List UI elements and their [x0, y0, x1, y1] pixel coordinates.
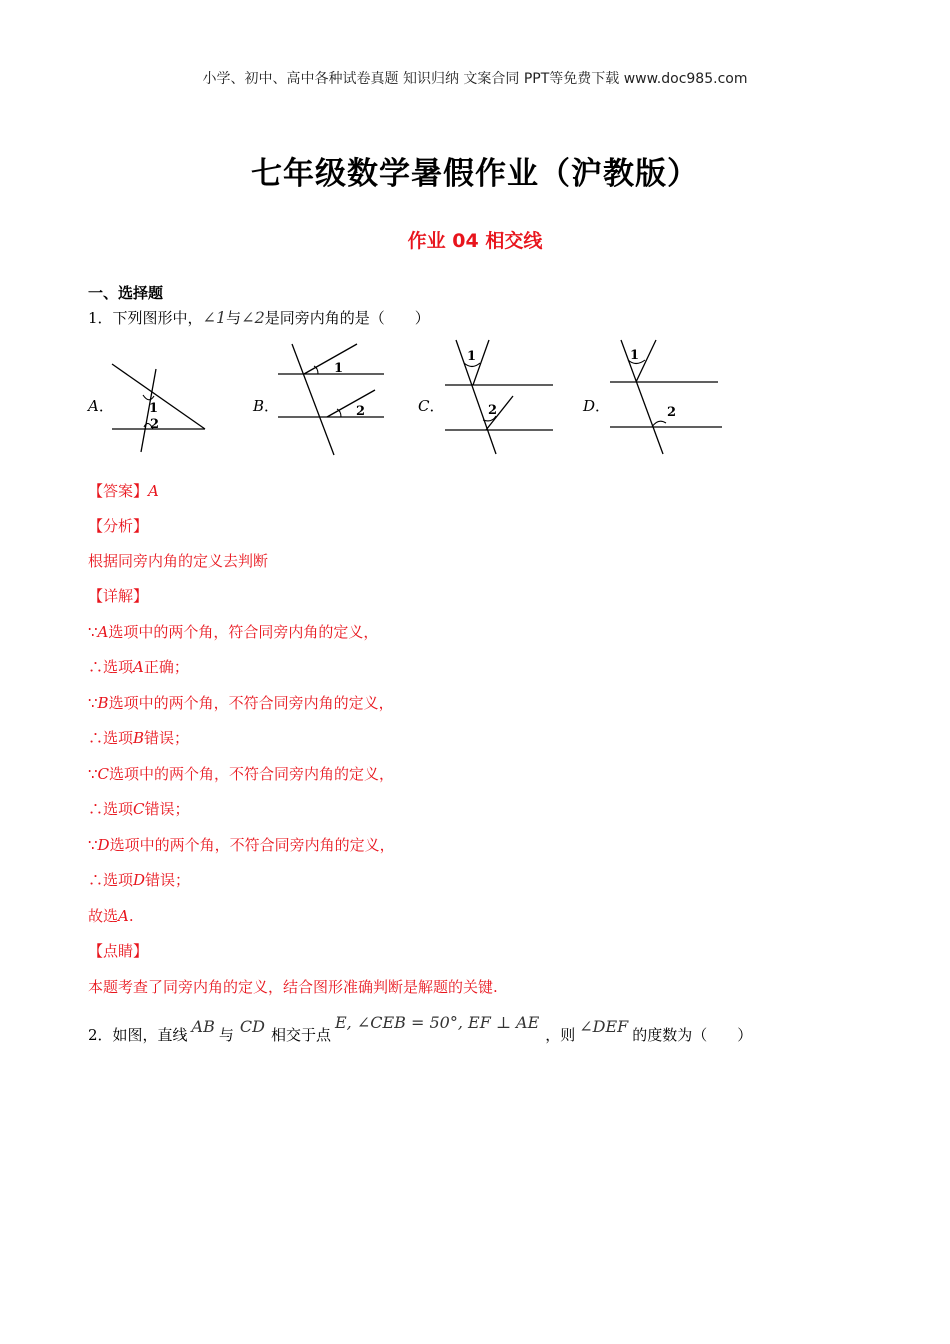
q1-number: 1．下列图形中， [88, 309, 203, 327]
figure-a [105, 355, 220, 455]
detail-step: ∵A选项中的两个角，符合同旁内角的定义， [88, 623, 379, 641]
q2-xiang: 相交于点 [270, 1026, 331, 1044]
detail-step: ∴选项A正确； [88, 658, 189, 676]
q2-yu: 与 [218, 1026, 234, 1044]
q2-cd: CD [239, 1017, 265, 1036]
answer-line: 【答案】A [88, 482, 159, 500]
svg-text:1: 1 [630, 348, 640, 363]
detail-step: ∴选项D错误； [88, 871, 191, 889]
page-title: 七年级数学暑假作业（沪教版） [251, 156, 699, 192]
detail-step: 故选A. [88, 907, 134, 925]
q1-mid: 与 [226, 309, 242, 327]
svg-text:2: 2 [150, 417, 160, 432]
svg-text:1: 1 [467, 349, 477, 364]
comment-text: 本题考查了同旁内角的定义，结合图形准确判断是解题的关键. [88, 978, 498, 996]
svg-text:1: 1 [334, 361, 344, 376]
analysis-label: 【分析】 [88, 517, 149, 535]
q1-angle1: ∠1 [202, 308, 227, 327]
detail-step: ∵B选项中的两个角，不符合同旁内角的定义， [88, 694, 394, 712]
svg-text:2: 2 [488, 403, 498, 418]
question-1 [88, 307, 430, 328]
svg-text:2: 2 [667, 405, 677, 420]
q2-angle-def: ∠DEF [579, 1017, 629, 1036]
q1-tail: 是同旁内角的是（ ） [264, 309, 430, 327]
figure-c [440, 338, 560, 458]
detail-label: 【详解】 [88, 587, 149, 605]
comment-label: 【点睛】 [88, 942, 149, 960]
svg-text:2: 2 [356, 404, 366, 419]
analysis-text: 根据同旁内角的定义去判断 [88, 552, 269, 570]
q2-ab: AB [191, 1017, 215, 1036]
q1-angle2: ∠2 [241, 308, 265, 327]
detail-step: ∵C选项中的两个角，不符合同旁内角的定义， [88, 765, 395, 783]
svg-text:1: 1 [149, 401, 159, 416]
section-heading: 一、选择题 [88, 284, 164, 302]
q2-ze: ，则 [545, 1026, 576, 1044]
detail-step: ∴选项C错误； [88, 800, 190, 818]
option-a-label: A． [88, 397, 114, 415]
option-d-label: D． [583, 397, 611, 415]
option-c-label: C． [418, 397, 445, 415]
page-header: 小学、初中、高中各种试卷真题 知识归纳 文案合同 PPT等免费下载 www.doc985.com [202, 71, 748, 87]
detail-step: ∵D选项中的两个角，不符合同旁内角的定义， [88, 836, 395, 854]
q2-tail: 的度数为（ ） [632, 1026, 753, 1044]
option-b-label: B． [253, 397, 280, 415]
figure-b [272, 340, 392, 460]
q2-number: 2．如图，直线 [88, 1026, 188, 1044]
question-2 [88, 1013, 753, 1045]
page-subtitle: 作业 04 相交线 [407, 230, 543, 252]
q2-condition: E, ∠CEB = 50°, EF ⊥ AE [334, 1013, 540, 1032]
detail-step: ∴选项B错误； [88, 729, 190, 747]
figure-d [605, 338, 730, 458]
